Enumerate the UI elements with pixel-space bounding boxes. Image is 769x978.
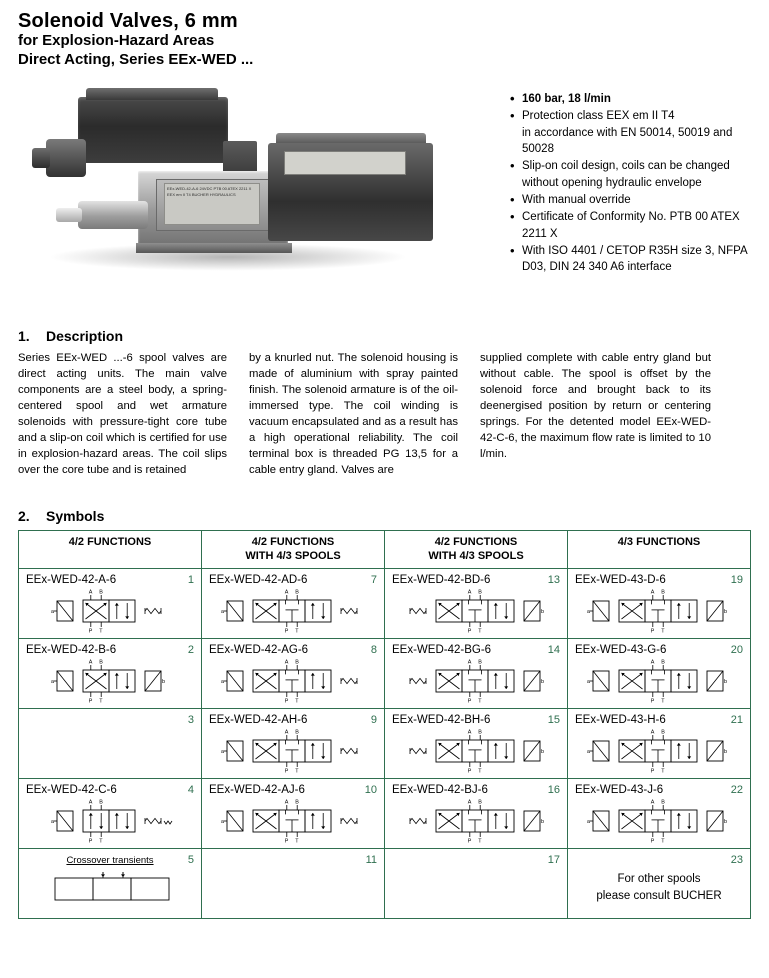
symbol-cell-inner xyxy=(19,849,201,918)
svg-text:b: b xyxy=(724,609,727,616)
table-row xyxy=(19,639,751,709)
symbol-index: 4 xyxy=(187,784,194,797)
column-header xyxy=(19,531,202,569)
symbol-index: 19 xyxy=(730,574,743,587)
symbol-cell[interactable] xyxy=(202,639,385,709)
column-header-line1: 4/3 FUNCTIONS xyxy=(617,536,701,549)
svg-text:T: T xyxy=(295,628,299,635)
svg-text:P: P xyxy=(467,768,472,775)
column-header xyxy=(202,531,385,569)
symbol-code: EEx-WED-42-A-6 xyxy=(26,574,117,587)
svg-text:T: T xyxy=(661,768,665,775)
description-column-2: by a knurled nut. The solenoid housing is made of aluminium with spray painted finish. The solenoid armature is of the oil-immersed type. The coil winding is vacuum encapsulated and as a result has a high operational reliability. The coil terminal box is threaded PG 13,5 for a cable entry gland. Valves are xyxy=(249,351,458,477)
svg-text:P: P xyxy=(650,628,655,635)
symbol-cell-inner xyxy=(568,849,750,918)
svg-text:P: P xyxy=(284,768,289,775)
column-header-line1: 4/2 FUNCTIONS xyxy=(434,536,518,549)
svg-text:A: A xyxy=(650,799,655,806)
symbol-cell[interactable] xyxy=(568,709,751,779)
symbol-index: 14 xyxy=(547,644,560,657)
symbol-code: EEx-WED-42-BH-6 xyxy=(392,714,491,727)
column-header-line1: 4/2 FUNCTIONS xyxy=(251,536,335,549)
symbol-index: 11 xyxy=(365,854,377,867)
symbol-code: EEx-WED-42-AJ-6 xyxy=(209,784,305,797)
symbol-code: EEx-WED-43-H-6 xyxy=(575,714,666,727)
symbol-code: EEx-WED-42-C-6 xyxy=(26,784,117,797)
symbol-cell-inner xyxy=(568,709,750,778)
symbol-cell[interactable] xyxy=(568,779,751,849)
column-header xyxy=(568,531,751,569)
hydraulic-symbol-three-pos-left xyxy=(208,728,378,774)
symbol-cell-inner xyxy=(202,709,384,778)
hydraulic-symbol-two-pos-right xyxy=(25,658,195,704)
hydraulic-symbol-three-pos-both xyxy=(574,588,744,634)
svg-text:T: T xyxy=(661,698,665,705)
svg-text:T: T xyxy=(478,698,482,705)
description-column-1: Series EEx-WED ...-6 spool valves are direct acting units. The main valve components are a steel body, a spring-centered spool and wet armature solenoids with pressure-tight core tube and a slip-on coil which is certified for use in explosion-hazard areas. The coil slips over the core tube and is retained xyxy=(18,351,227,477)
hydraulic-symbol-three-pos-left xyxy=(208,798,378,844)
svg-text:P: P xyxy=(650,768,655,775)
svg-text:B: B xyxy=(295,799,299,806)
symbol-cell-inner xyxy=(19,639,201,708)
feature-list-wrap xyxy=(470,83,769,298)
description-column-3: supplied complete with cable entry gland but without cable. The spool is offset by the solenoid force and brought back to its deenergised position by return or centering springs. For the detented model EEx-WED-42-C-6, the maximum flow rate is limited to 10 l/min. xyxy=(480,351,711,461)
svg-text:A: A xyxy=(88,799,93,806)
hydraulic-symbol-three-pos-both xyxy=(574,658,744,704)
symbol-cell[interactable] xyxy=(385,639,568,709)
svg-text:A: A xyxy=(467,729,472,736)
svg-text:P: P xyxy=(467,698,472,705)
symbol-cell[interactable] xyxy=(568,849,751,919)
svg-text:a: a xyxy=(221,749,224,756)
svg-text:A: A xyxy=(467,659,472,666)
hydraulic-symbol-three-pos-right xyxy=(391,588,561,634)
photo-cable-gland xyxy=(46,139,86,177)
svg-text:T: T xyxy=(478,628,482,635)
hydraulic-symbol-three-pos-left xyxy=(208,658,378,704)
svg-text:a: a xyxy=(587,679,590,686)
svg-text:P: P xyxy=(284,838,289,845)
product-photo-wrap xyxy=(0,83,470,298)
svg-text:A: A xyxy=(467,799,472,806)
svg-text:P: P xyxy=(88,698,93,705)
symbols-table-body xyxy=(19,569,751,919)
table-row xyxy=(19,779,751,849)
svg-text:a: a xyxy=(587,749,590,756)
section-number: 2. xyxy=(18,508,30,525)
symbol-index: 22 xyxy=(730,784,743,797)
symbol-cell-inner xyxy=(202,849,384,918)
svg-text:P: P xyxy=(284,698,289,705)
list-item xyxy=(510,91,755,107)
svg-text:P: P xyxy=(467,838,472,845)
table-row xyxy=(19,569,751,639)
symbol-index: 5 xyxy=(187,854,194,867)
symbol-cell-inner xyxy=(568,779,750,848)
page-subtitle-2: Direct Acting, Series EEx-WED ... xyxy=(18,50,254,68)
svg-text:T: T xyxy=(661,628,665,635)
svg-text:B: B xyxy=(295,659,299,666)
hydraulic-symbol-crossover xyxy=(25,868,195,914)
svg-text:A: A xyxy=(284,589,289,596)
crossover-label: Crossover transients xyxy=(66,855,154,867)
symbol-cell-inner xyxy=(202,569,384,638)
svg-text:B: B xyxy=(661,589,665,596)
column-header-line2: WITH 4/3 SPOOLS xyxy=(245,549,341,562)
symbol-code: EEx-WED-43-D-6 xyxy=(575,574,666,587)
symbol-code: EEx-WED-42-BD-6 xyxy=(392,574,491,587)
list-item xyxy=(510,209,755,242)
section-title: Description xyxy=(46,327,124,344)
svg-text:P: P xyxy=(650,838,655,845)
symbol-code: EEx-WED-43-J-6 xyxy=(575,784,664,797)
symbol-code: EEx-WED-42-AH-6 xyxy=(209,714,308,727)
feature-text: Certificate of Conformity No. PTB 00 ATEX 2211 X xyxy=(522,211,740,240)
svg-text:B: B xyxy=(99,589,103,596)
svg-text:T: T xyxy=(295,838,299,845)
table-row xyxy=(19,709,751,779)
svg-text:B: B xyxy=(478,659,482,666)
feature-text: Slip-on coil design, coils can be changed without opening hydraulic envelope xyxy=(522,160,730,189)
svg-text:b: b xyxy=(724,749,727,756)
svg-text:B: B xyxy=(661,659,665,666)
svg-text:a: a xyxy=(51,679,54,686)
page-title: Solenoid Valves, 6 mm xyxy=(18,10,238,32)
svg-text:A: A xyxy=(284,729,289,736)
symbol-cell[interactable] xyxy=(202,569,385,639)
symbol-cell-inner xyxy=(385,709,567,778)
svg-text:b: b xyxy=(724,679,727,686)
list-item xyxy=(510,192,755,208)
symbol-note-line2: please consult BUCHER xyxy=(596,890,722,903)
symbol-index: 21 xyxy=(730,714,743,727)
symbol-cell-inner xyxy=(568,569,750,638)
svg-text:B: B xyxy=(478,729,482,736)
svg-text:A: A xyxy=(284,659,289,666)
symbol-cell-inner xyxy=(385,779,567,848)
symbol-cell[interactable] xyxy=(202,779,385,849)
description-body xyxy=(0,344,769,478)
symbol-cell[interactable] xyxy=(19,569,202,639)
svg-text:A: A xyxy=(284,799,289,806)
symbol-index: 1 xyxy=(187,574,194,587)
symbol-cell[interactable] xyxy=(568,639,751,709)
svg-text:B: B xyxy=(295,589,299,596)
symbol-cell[interactable] xyxy=(385,779,568,849)
svg-text:b: b xyxy=(541,679,544,686)
svg-text:T: T xyxy=(478,768,482,775)
symbol-cell[interactable] xyxy=(19,779,202,849)
symbol-cell-inner xyxy=(568,639,750,708)
symbol-cell-inner xyxy=(202,779,384,848)
svg-text:T: T xyxy=(295,698,299,705)
hydraulic-symbol-three-pos-left xyxy=(208,588,378,634)
svg-text:T: T xyxy=(661,838,665,845)
feature-text: Protection class EEX em II T4 xyxy=(522,110,675,123)
symbol-index: 13 xyxy=(547,574,560,587)
list-item xyxy=(510,243,755,276)
symbol-cell[interactable] xyxy=(385,849,568,919)
symbol-cell[interactable] xyxy=(385,709,568,779)
symbol-index: 17 xyxy=(547,854,560,867)
feature-text-cont: in accordance with EN 50014, 50019 and 50028 xyxy=(522,126,733,155)
svg-text:B: B xyxy=(99,799,103,806)
svg-text:A: A xyxy=(467,589,472,596)
symbol-cell-inner xyxy=(385,639,567,708)
symbol-cell[interactable] xyxy=(202,709,385,779)
photo-solenoid-coil-a xyxy=(78,97,228,163)
hydraulic-symbol-three-pos-right xyxy=(391,728,561,774)
photo-manual-override xyxy=(78,201,148,229)
symbol-code: EEx-WED-42-B-6 xyxy=(26,644,117,657)
column-header-line1: 4/2 FUNCTIONS xyxy=(68,536,152,549)
symbol-note xyxy=(568,849,750,906)
table-header-row xyxy=(19,531,751,569)
photo-terminal-box-label xyxy=(284,151,406,175)
hydraulic-symbol-three-pos-both xyxy=(574,728,744,774)
svg-text:P: P xyxy=(88,628,93,635)
svg-text:b: b xyxy=(541,609,544,616)
symbol-index: 16 xyxy=(547,784,560,797)
list-item xyxy=(510,158,755,191)
svg-text:T: T xyxy=(295,768,299,775)
symbol-index: 3 xyxy=(187,714,194,727)
svg-text:B: B xyxy=(478,589,482,596)
symbol-index: 15 xyxy=(547,714,560,727)
hydraulic-symbol-three-pos-right xyxy=(391,658,561,704)
svg-text:b: b xyxy=(541,819,544,826)
svg-text:B: B xyxy=(661,799,665,806)
svg-text:a: a xyxy=(587,819,590,826)
svg-text:A: A xyxy=(88,659,93,666)
symbol-index: 8 xyxy=(370,644,377,657)
svg-text:b: b xyxy=(724,819,727,826)
svg-text:B: B xyxy=(295,729,299,736)
feature-text: 160 bar, 18 l/min xyxy=(522,92,611,105)
svg-text:a: a xyxy=(221,679,224,686)
svg-text:P: P xyxy=(650,698,655,705)
symbol-cell[interactable] xyxy=(385,569,568,639)
page-header xyxy=(0,0,769,69)
svg-text:b: b xyxy=(162,679,165,686)
section-title: Symbols xyxy=(46,508,105,525)
svg-text:T: T xyxy=(99,628,103,635)
svg-text:P: P xyxy=(284,628,289,635)
svg-text:P: P xyxy=(88,838,93,845)
section-heading-symbols xyxy=(0,508,769,524)
photo-nameplate: EEx-WED-42-A-6 24VDC PTB 00 ATEX 2211 X EEX em II T4 BUCHER HYDRAULICS xyxy=(164,183,260,225)
symbol-cell-inner xyxy=(202,639,384,708)
list-item xyxy=(510,108,755,157)
symbol-cell-inner xyxy=(385,569,567,638)
photo-valve-base xyxy=(136,243,292,253)
symbol-note-line1: For other spools xyxy=(617,873,701,886)
section-number: 1. xyxy=(18,327,30,344)
symbol-index: 2 xyxy=(187,644,194,657)
symbol-cell-inner xyxy=(19,779,201,848)
svg-text:a: a xyxy=(221,609,224,616)
hydraulic-symbol-three-pos-both xyxy=(574,798,744,844)
svg-text:T: T xyxy=(99,698,103,705)
symbol-cell-inner xyxy=(19,569,201,638)
symbol-index: 9 xyxy=(370,714,377,727)
symbol-cell[interactable] xyxy=(568,569,751,639)
symbol-index: 23 xyxy=(730,854,743,867)
svg-text:B: B xyxy=(478,799,482,806)
feature-text: With ISO 4401 / CETOP R35H size 3, NFPA D03, DIN 24 340 A6 interface xyxy=(522,244,747,274)
symbol-code: EEx-WED-42-AD-6 xyxy=(209,574,308,587)
symbol-cell-inner xyxy=(19,709,201,778)
page-subtitle-1: for Explosion-Hazard Areas xyxy=(18,32,215,50)
symbol-cell[interactable] xyxy=(19,639,202,709)
column-header xyxy=(385,531,568,569)
symbol-cell[interactable] xyxy=(19,709,202,779)
svg-text:b: b xyxy=(541,749,544,756)
svg-text:a: a xyxy=(51,819,54,826)
symbol-code: EEx-WED-42-AG-6 xyxy=(209,644,309,657)
svg-text:A: A xyxy=(650,589,655,596)
symbol-code: EEx-WED-42-BJ-6 xyxy=(392,784,488,797)
hero-section xyxy=(0,83,769,298)
svg-text:A: A xyxy=(650,729,655,736)
svg-text:B: B xyxy=(99,659,103,666)
svg-text:a: a xyxy=(51,609,54,616)
svg-text:B: B xyxy=(661,729,665,736)
table-row xyxy=(19,849,751,919)
feature-text: With manual override xyxy=(522,193,631,206)
symbol-index: 10 xyxy=(364,784,377,797)
product-photo xyxy=(18,83,458,298)
svg-text:T: T xyxy=(99,838,103,845)
symbol-cell-inner xyxy=(385,849,567,918)
symbol-index: 7 xyxy=(370,574,377,587)
svg-text:a: a xyxy=(221,819,224,826)
symbol-cell[interactable] xyxy=(19,849,202,919)
hydraulic-symbol-three-pos-right xyxy=(391,798,561,844)
svg-text:a: a xyxy=(587,609,590,616)
section-heading-description xyxy=(0,328,769,344)
symbols-table xyxy=(18,530,751,919)
symbols-table-wrap xyxy=(0,524,769,919)
svg-text:P: P xyxy=(467,628,472,635)
feature-list xyxy=(498,91,755,276)
symbol-index: 20 xyxy=(730,644,743,657)
hydraulic-symbol-two-pos-detent xyxy=(25,798,195,844)
svg-text:T: T xyxy=(478,838,482,845)
symbol-code: EEx-WED-43-G-6 xyxy=(575,644,667,657)
symbol-code: EEx-WED-42-BG-6 xyxy=(392,644,492,657)
column-header-line2: WITH 4/3 SPOOLS xyxy=(428,549,524,562)
svg-text:A: A xyxy=(650,659,655,666)
svg-text:A: A xyxy=(88,589,93,596)
symbol-cell[interactable] xyxy=(202,849,385,919)
hydraulic-symbol-two-pos-left xyxy=(25,588,195,634)
